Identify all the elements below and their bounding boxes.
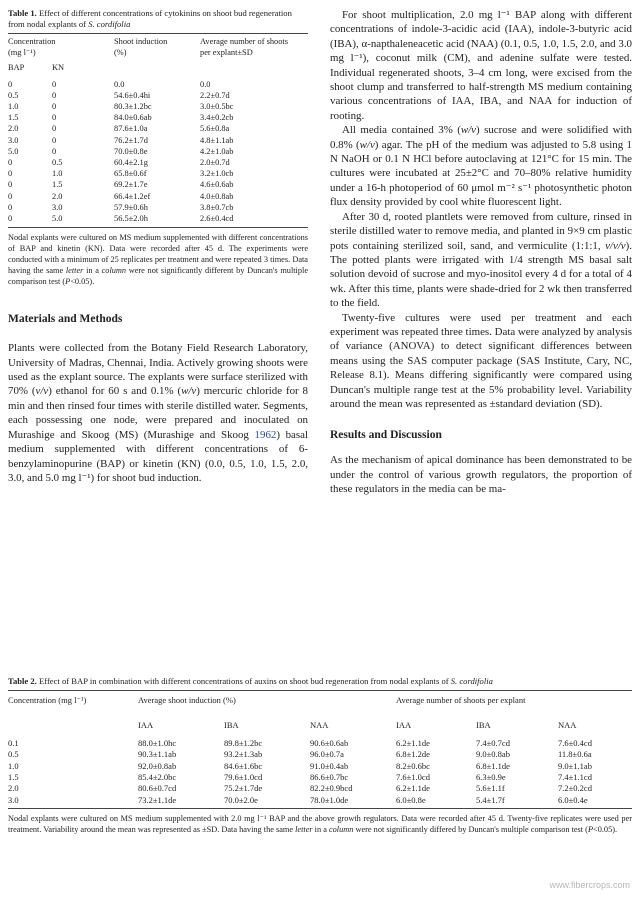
table2-cell-value: 96.0±0.7a bbox=[310, 749, 344, 760]
table1-cell-bap: 0 bbox=[8, 202, 13, 212]
table1-cell-bap: 0 bbox=[8, 169, 13, 179]
table2-cell-value: 93.2±1.3ab bbox=[224, 749, 263, 760]
table1 bbox=[8, 34, 308, 224]
table1-cell-ind: 84.0±0.6ab bbox=[114, 113, 152, 123]
table1-cell-ind: 70.0±0.8e bbox=[114, 146, 148, 156]
table1-cell-kn: 0 bbox=[52, 146, 57, 156]
table2-cell-value: 85.4±2.0bc bbox=[138, 772, 177, 783]
table2-sub-iba-2: IBA bbox=[476, 720, 491, 731]
table2-cell-concentration: 1.0 bbox=[8, 760, 19, 771]
table1-cell-kn: 1.5 bbox=[52, 180, 63, 190]
methods-paragraph: Plants were collected from the Botany Field Research Laboratory, University of Madras, Chennai, India. Actively growing shoots were used as the explant source. The explants were surface sterilized with 70% (v/v) ethanol for 60 s and 0.1% (w/v) mercuric chloride for 8 min and then rinsed four times with sterile distilled water. Segments, each possessing one node, were prepared and inoculated on Murashige and Skoog (MS) (Murashige and Skoog 1962) basal medium supplemented with different concentrations of 6-benzylaminopurine (BAP) or kinetin (KN) (0.0, 0.5, 1.0, 1.5, 2.0, 3.0, and 5.0 mg l⁻¹) for shoot bud induction. bbox=[8, 342, 308, 484]
table2-row bbox=[8, 761, 632, 772]
table1-subheader-row bbox=[8, 58, 308, 78]
table1-cell-avg: 5.6±0.8a bbox=[200, 124, 230, 134]
table1-cell-bap: 5.0 bbox=[8, 146, 19, 156]
table2-cell-concentration: 3.0 bbox=[8, 794, 19, 805]
table2-row bbox=[8, 772, 632, 783]
table2-cell-value: 9.0±0.8ab bbox=[476, 749, 510, 760]
table2-cell-value: 73.2±1.1de bbox=[138, 794, 177, 805]
table2-cell-value: 84.6±1.6bc bbox=[224, 760, 263, 771]
table1-header-kn: KN bbox=[52, 63, 65, 73]
table2-cell-value: 70.0±2.0e bbox=[224, 794, 258, 805]
table1-cell-ind: 87.6±1.0a bbox=[114, 124, 148, 134]
table1-row bbox=[8, 79, 308, 90]
table2-cell-value: 11.8±0.6a bbox=[558, 749, 592, 760]
results-heading: Results and Discussion bbox=[330, 429, 442, 442]
table2-cell-value: 92.0±0.8ab bbox=[138, 760, 177, 771]
table2-cell-value: 6.2±1.1de bbox=[396, 783, 430, 794]
table2-cell-value: 79.6±1.0cd bbox=[224, 772, 263, 783]
table1-header-avg-unit: per explant±SD bbox=[200, 48, 253, 58]
table2-sub-iba: IBA bbox=[224, 720, 239, 731]
table2-block bbox=[8, 676, 632, 835]
table2-sub-naa: NAA bbox=[310, 720, 329, 731]
table1-note: Nodal explants were cultured on MS medium supplemented with different concentrations of BAP and kinetin (KN). Data were recorded after 45 d. The experiments were conducted with a minimum of 25 replicates per treatment and were repeated 3 times. Data having the same letter in a column were not significantly different by Duncan's multiple comparison test (P<0.05). bbox=[8, 233, 309, 287]
table2-header-row bbox=[8, 691, 632, 706]
table1-bottom-rule bbox=[8, 227, 308, 228]
table2-header-induction: Average shoot induction (%) bbox=[138, 695, 236, 705]
table2-cell-value: 86.6±0.7bc bbox=[310, 772, 349, 783]
table2-cell-value: 6.3±0.9e bbox=[476, 772, 506, 783]
table2-subheader-row bbox=[8, 706, 632, 737]
table2-row bbox=[8, 795, 632, 806]
table1-cell-ind: 66.4±1.2ef bbox=[114, 191, 151, 201]
table2-body bbox=[8, 738, 632, 806]
table2-cell-value: 7.6±1.0cd bbox=[396, 772, 430, 783]
table2-cell-value: 89.8±1.2bc bbox=[224, 737, 263, 748]
table1-cell-avg: 4.8±1.1ab bbox=[200, 135, 234, 145]
table1-cell-kn: 0 bbox=[52, 90, 57, 100]
body-paragraph-3: After 30 d, rooted plantlets were removed from culture, rinsed in sterile distilled water to remove media, and planted in 9×9 cm plastic pots containing sterilized soil, sand, and vermiculite (1:1:1, v/v/v). The potted plants were irrigated with 1/4 strength MS basal salt solution devoid of sucrose and myo-inositol every 4 d for a total of 4 wk. After this time, plants were shade-dried for 2 wk then transferred to the field. bbox=[330, 210, 632, 310]
table1-row bbox=[8, 202, 308, 213]
table1-cell-kn: 0 bbox=[52, 135, 57, 145]
right-column bbox=[330, 8, 632, 497]
table2-note: Nodal explants were cultured on MS medium supplemented with 2.0 mg l⁻¹ BAP and the above growth regulators. Data were recorded after 45 d. Twenty-five replicates were used per treatment. Variability around the mean was represented as ±SD. Data having the same letter in a column were not significantly differed by Duncan's multiple comparison test (P<0.05). bbox=[8, 814, 632, 835]
watermark: www.fibercrops.com bbox=[549, 880, 630, 890]
table2-sub-iaa-2: IAA bbox=[396, 720, 412, 731]
table1-cell-ind: 65.8±0.6f bbox=[114, 169, 147, 179]
table1-cell-bap: 2.0 bbox=[8, 124, 19, 134]
table1-caption: Table 1. Effect of different concentrations of cytokinins on shoot bud regeneration from nodal explants of S. cordifolia bbox=[8, 8, 292, 29]
table1-cell-kn: 1.0 bbox=[52, 169, 63, 179]
table1-cell-kn: 0.5 bbox=[52, 158, 63, 168]
table2-cell-value: 6.0±0.8e bbox=[396, 794, 426, 805]
table1-cell-avg: 0.0 bbox=[200, 79, 211, 89]
table2-cell-value: 7.2±0.2cd bbox=[558, 783, 592, 794]
table2-cell-value: 78.0±1.0de bbox=[310, 794, 349, 805]
table2-cell-concentration: 1.5 bbox=[8, 772, 19, 783]
table2-row bbox=[8, 783, 632, 794]
methods-heading: Materials and Methods bbox=[8, 313, 123, 326]
table1-cell-ind: 54.6±0.4hi bbox=[114, 90, 151, 100]
table1-row bbox=[8, 146, 308, 157]
table2-cell-value: 8.2±0.6bc bbox=[396, 760, 430, 771]
body-paragraph-4: Twenty-five cultures were used per treatment and each experiment was repeated three times. Data were analyzed by analysis of variance (ANOVA) to detect significant differences between means using the SAS computer package (SAS Institute, Cary, NC, Release 8.1). Means differing significantly were compared using Duncan's multiple range test at the 5% probability level. Variability around the mean was represented as ±standard deviation (SD). bbox=[330, 311, 632, 410]
table2-cell-value: 75.2±1.7de bbox=[224, 783, 263, 794]
table1-cell-kn: 3.0 bbox=[52, 202, 63, 212]
table2-cell-value: 5.4±1.7f bbox=[476, 794, 505, 805]
table2-cell-concentration: 0.1 bbox=[8, 737, 19, 748]
table2-cell-value: 9.0±1.1ab bbox=[558, 760, 592, 771]
table2 bbox=[8, 691, 632, 806]
table1-cell-bap: 0 bbox=[8, 214, 13, 224]
table2-cell-value: 7.6±0.4cd bbox=[558, 737, 592, 748]
table2-cell-value: 6.2±1.1de bbox=[396, 737, 430, 748]
table2-cell-value: 91.0±0.4ab bbox=[310, 760, 349, 771]
table2-cell-value: 7.4±1.1cd bbox=[558, 772, 592, 783]
table1-row bbox=[8, 168, 308, 179]
table1-cell-avg: 3.8±0.7cb bbox=[200, 202, 234, 212]
table2-header-avg: Average number of shoots per explant bbox=[396, 695, 526, 705]
table1-cell-avg: 2.6±0.4cd bbox=[200, 214, 234, 224]
table2-caption: Table 2. Effect of BAP in combination with different concentrations of auxins on shoot bud regeneration from nodal explants of S. cordifolia bbox=[8, 676, 493, 686]
table2-sub-naa-2: NAA bbox=[558, 720, 577, 731]
body-paragraph-1: For shoot multiplication, 2.0 mg l⁻¹ BAP along with different concentrations of indole-3-acidic acid (IAA), indole-3-butyric acid (IBA), α-napthaleneacetic acid (NAA) (0.1, 0.5, 1.0, 1.5, 2.0, and 3.0 mg l⁻¹), coconut milk (CM), and adenine sulfate were tested. Individual regenerated shoots, 3–4 cm long, were excised from the shoot clump and transferred to half-strength MS medium containing various concentrations of IAA, IBA, and NAA for induction of rooting. bbox=[330, 9, 632, 122]
table1-row bbox=[8, 123, 308, 134]
table1-cell-ind: 76.2±1.7d bbox=[114, 135, 148, 145]
table1-row bbox=[8, 112, 308, 123]
table1-header-induction-unit: (%) bbox=[114, 48, 127, 58]
table1-cell-ind: 0.0 bbox=[114, 79, 125, 89]
table1-cell-bap: 1.5 bbox=[8, 113, 19, 123]
table1-row bbox=[8, 90, 308, 101]
table1-cell-avg: 3.0±0.5bc bbox=[200, 102, 234, 112]
table1-cell-bap: 0 bbox=[8, 191, 13, 201]
table1-cell-avg: 4.2±1.0ab bbox=[200, 146, 234, 156]
table1-header-bap: BAP bbox=[8, 63, 25, 73]
table1-cell-kn: 0 bbox=[52, 124, 57, 134]
table1-cell-bap: 1.0 bbox=[8, 102, 19, 112]
table1-header-row bbox=[8, 34, 308, 58]
table1-header-induction: Shoot induction bbox=[114, 37, 168, 46]
table1-cell-bap: 0.5 bbox=[8, 90, 19, 100]
body-paragraph-2: All media contained 3% (w/v) sucrose and were solidified with 0.8% (w/v) agar. The pH of the medium was adjusted to 5.8 using 1 N NaOH or 0.1 N HCl before autoclaving at 121°C for 15 min. The cultures were incubated at 25±2°C and 70–80% relative humidity under a 16-h photoperiod of 60 μmol m⁻² s⁻¹ photosynthetic photon flux density provided by cool white fluorescent light. bbox=[330, 124, 632, 209]
table1-row bbox=[8, 179, 308, 190]
table1-cell-kn: 0 bbox=[52, 113, 57, 123]
table1-cell-bap: 0 bbox=[8, 180, 13, 190]
table1-cell-bap: 0 bbox=[8, 158, 13, 168]
table2-cell-value: 80.6±0.7cd bbox=[138, 783, 177, 794]
table2-header-concentration: Concentration (mg l⁻¹) bbox=[8, 695, 87, 705]
table2-cell-value: 88.0±1.0hc bbox=[138, 737, 177, 748]
table1-header-concentration: Concentration bbox=[8, 37, 56, 46]
table1-cell-avg: 2.2±0.7d bbox=[200, 90, 230, 100]
table1-cell-kn: 0 bbox=[52, 102, 57, 112]
table2-row bbox=[8, 749, 632, 760]
table2-cell-value: 6.8±1.2de bbox=[396, 749, 430, 760]
table2-cell-value: 5.6±1.1f bbox=[476, 783, 505, 794]
table1-body bbox=[8, 79, 308, 225]
table1-cell-avg: 2.0±0.7d bbox=[200, 158, 230, 168]
table1-row bbox=[8, 191, 308, 202]
table1-cell-bap: 3.0 bbox=[8, 135, 19, 145]
table1-cell-ind: 60.4±2.1g bbox=[114, 158, 148, 168]
table1-header-avg: Average number of shoots bbox=[200, 37, 288, 46]
table2-cell-value: 90.3±1.1ab bbox=[138, 749, 177, 760]
table1-header-unit: (mg l⁻¹) bbox=[8, 48, 36, 58]
table1-cell-ind: 80.3±1.2bc bbox=[114, 102, 152, 112]
table1-cell-ind: 57.9±0.6h bbox=[114, 202, 148, 212]
table1-cell-kn: 2.0 bbox=[52, 191, 63, 201]
table1-cell-avg: 4.6±0.6ab bbox=[200, 180, 234, 190]
table1-cell-avg: 3.2±1.0cb bbox=[200, 169, 234, 179]
table2-cell-concentration: 2.0 bbox=[8, 783, 19, 794]
table1-cell-kn: 5.0 bbox=[52, 214, 63, 224]
table1-cell-ind: 56.5±2.0h bbox=[114, 214, 148, 224]
table1-cell-bap: 0 bbox=[8, 79, 13, 89]
table1-cell-kn: 0 bbox=[52, 79, 57, 89]
table2-cell-value: 7.4±0.7cd bbox=[476, 737, 510, 748]
citation-link[interactable]: 1962 bbox=[254, 428, 277, 441]
table2-cell-value: 82.2±0.9bcd bbox=[310, 783, 353, 794]
table1-row bbox=[8, 135, 308, 146]
body-paragraph-5: As the mechanism of apical dominance has been demonstrated to be under the control of various growth regulators, the proportion of these regulators in the media can be ma- bbox=[330, 454, 632, 496]
table1-cell-avg: 3.4±0.2cb bbox=[200, 113, 234, 123]
table1-row bbox=[8, 213, 308, 224]
table1-cell-ind: 69.2±1.7e bbox=[114, 180, 148, 190]
table2-cell-value: 90.6±0.6ab bbox=[310, 737, 349, 748]
table2-cell-concentration: 0.5 bbox=[8, 749, 19, 760]
table2-bottom-rule bbox=[8, 808, 632, 809]
table2-cell-value: 6.8±1.1de bbox=[476, 760, 510, 771]
table1-cell-avg: 4.0±0.8ab bbox=[200, 191, 234, 201]
table2-cell-value: 6.0±0.4e bbox=[558, 794, 588, 805]
table2-sub-iaa: IAA bbox=[138, 720, 154, 731]
table1-row bbox=[8, 157, 308, 168]
left-column bbox=[8, 8, 308, 485]
table1-row bbox=[8, 101, 308, 112]
table2-row bbox=[8, 738, 632, 749]
